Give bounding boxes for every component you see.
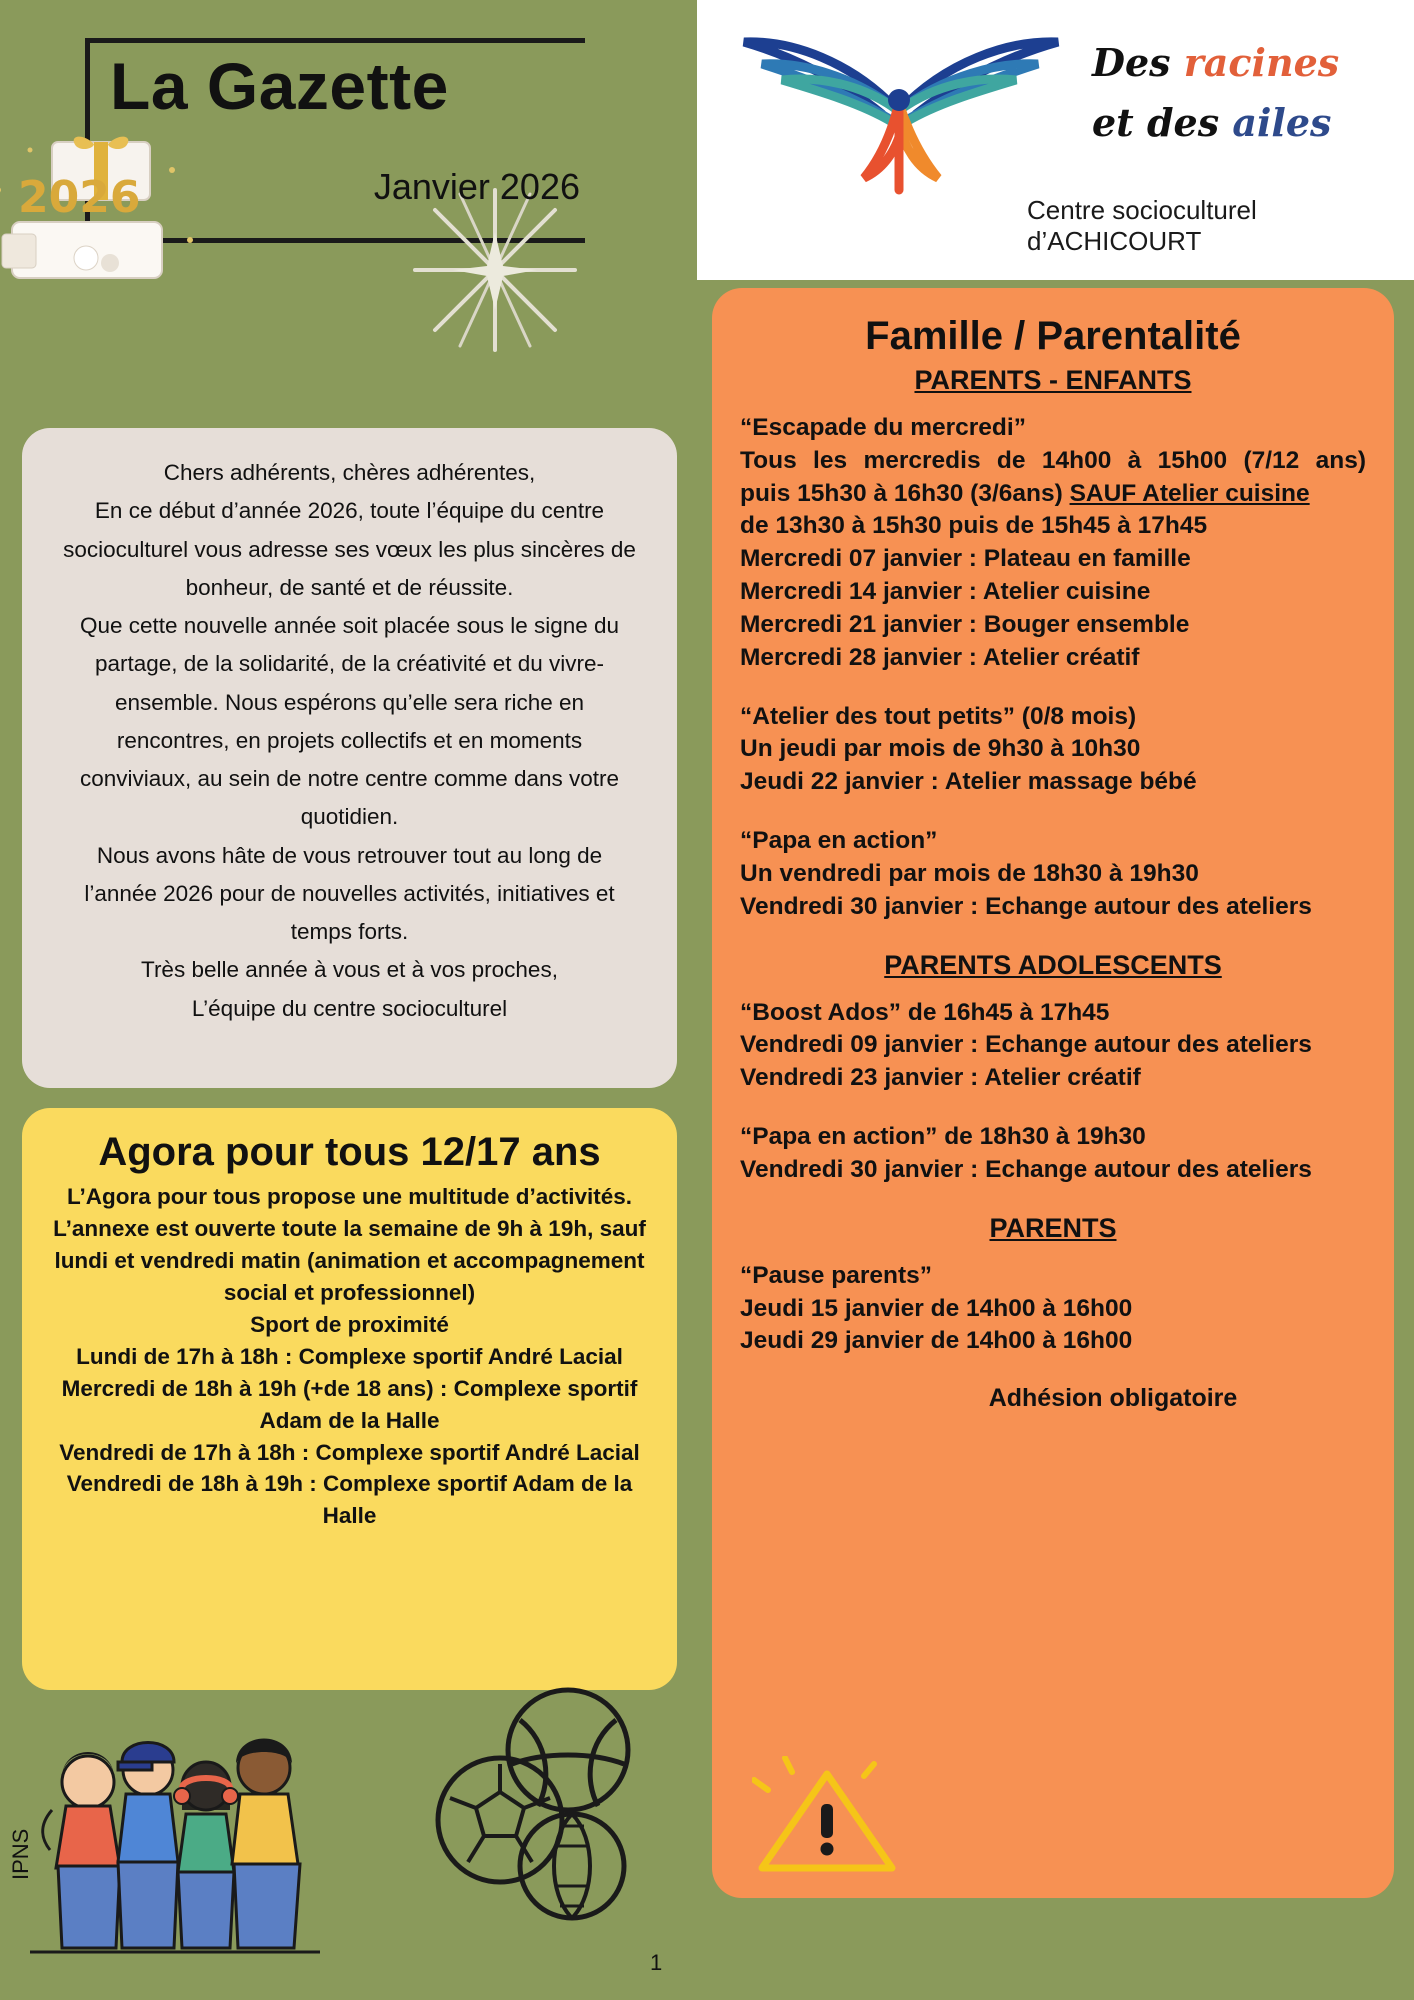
papa-action-1-line-2: Vendredi 30 janvier : Echange autour des ateliers: [740, 892, 1312, 920]
papa-action-2-line-1: Vendredi 30 janvier : Echange autour des ateliers: [740, 1155, 1312, 1183]
escapade-item: Mercredi 07 janvier : Plateau en famille: [740, 545, 1191, 573]
boost-ados-line-1: Vendredi 09 janvier : Echange autour des ateliers: [740, 1031, 1312, 1059]
letter-paragraph: Très belle année à vous et à vos proches,: [141, 957, 558, 983]
pause-parents-line-1: Jeudi 15 janvier de 14h00 à 16h00: [740, 1294, 1133, 1322]
agora-line: L’annexe est ouverte toute la semaine de 9h à 19h, sauf lundi et vendredi matin (animation et accompagnement social et professionnel): [53, 1215, 646, 1305]
letter-paragraph: En ce début d’année 2026, toute l’équipe du centre socioculturel vous adresse ses vœux les plus sincères de bonheur, de santé et de réussite.: [63, 498, 636, 600]
agora-title: Agora pour tous 12/17 ans: [98, 1130, 601, 1174]
tout-petits-line-2: Jeudi 22 janvier : Atelier massage bébé: [740, 768, 1197, 796]
block-atelier-tout-petits: [740, 701, 1366, 799]
teenagers-illustration: [30, 1690, 320, 1960]
header-left-block: [0, 0, 697, 280]
escapade-name: “Escapade du mercredi”: [740, 414, 1026, 441]
wings-logo-icon: [722, 18, 1082, 198]
letter-paragraph: L’équipe du centre socioculturel: [191, 995, 508, 1021]
logo-block: [697, 0, 1414, 280]
agora-mercredi-age: (+de 18 ans): [302, 1375, 434, 1401]
famille-parentalite-card: [712, 288, 1394, 1898]
agora-line: Vendredi de 18h à 19h : Complexe sportif Adam de la Halle: [66, 1471, 633, 1529]
escapade-line-2: [740, 478, 1366, 511]
section-head-parents-adolescents: PARENTS ADOLESCENTS: [884, 949, 1222, 980]
section-head-parents-enfants: PARENTS - ENFANTS: [914, 365, 1192, 395]
famille-title: Famille / Parentalité: [865, 314, 1241, 358]
agora-line: L’Agora pour tous propose une multitude d’activités.: [66, 1184, 633, 1209]
tout-petits-name: “Atelier des tout petits” (0/8 mois): [740, 702, 1137, 730]
escapade-line2-plain: puis 15h30 à 16h30 (3/6ans): [740, 479, 1070, 507]
escapade-line-1: Tous les mercredis de 14h00 à 15h00 (7/12 ans): [740, 446, 1366, 474]
agora-mercredi-suffix: : Complexe sportif Adam de la Halle: [259, 1375, 638, 1433]
agora-mercredi-prefix: Mercredi de 18h à 19h: [61, 1375, 303, 1401]
agora-body: [48, 1181, 651, 1532]
page-title: La Gazette: [110, 49, 449, 123]
logo-line1-racines: racines: [1183, 40, 1340, 85]
boost-ados-name: “Boost Ados” de 16h45 à 17h45: [740, 998, 1110, 1026]
tout-petits-line-1: Un jeudi par mois de 9h30 à 10h30: [740, 735, 1141, 763]
page-number: 1: [650, 1950, 663, 1975]
block-escapade-du-mercredi: [740, 412, 1366, 675]
boost-ados-line-2: Vendredi 23 janvier : Atelier créatif: [740, 1064, 1141, 1092]
new-year-gifts-decoration: [0, 130, 260, 300]
block-papa-en-action-1: [740, 825, 1366, 923]
section-head-parents: PARENTS: [989, 1212, 1117, 1243]
letter-paragraph: Que cette nouvelle année soit placée sous le signe du partage, de la solidarité, de la créativité et du vivre-ensemble. Nous espérons qu’elle sera riche en rencontres, en projets collectifs et en moments conviviaux, au sein de notre centre comme dans votre quotidien.: [79, 613, 620, 830]
ipns-label: IPNS: [8, 1828, 33, 1880]
papa-action-2-name: “Papa en action” de 18h30 à 19h30: [740, 1123, 1146, 1151]
escapade-item: Mercredi 14 janvier : Atelier cuisine: [740, 578, 1151, 606]
agora-line: Sport de proximité: [250, 1311, 449, 1337]
logo-line-2: [1092, 100, 1412, 145]
papa-action-1-line-1: Un vendredi par mois de 18h30 à 19h30: [740, 859, 1199, 887]
greeting-letter-card: [22, 428, 677, 1088]
logo-line2-etdes: et des: [1092, 100, 1233, 145]
page-subtitle: Janvier 2026: [373, 166, 580, 207]
agora-line-mercredi: [48, 1373, 651, 1437]
warning-exclamation-icon: [752, 1756, 902, 1876]
agora-card: [22, 1108, 677, 1690]
logo-line1-des: Des: [1092, 40, 1184, 85]
block-boost-ados: [740, 997, 1366, 1095]
agora-line: Vendredi de 17h à 18h : Complexe sportif André Lacial: [59, 1439, 640, 1465]
block-pause-parents: [740, 1260, 1366, 1358]
papa-action-1-name: “Papa en action”: [740, 827, 938, 855]
logo-line-1: [1092, 40, 1412, 85]
pause-parents-line-2: Jeudi 29 janvier de 14h00 à 16h00: [740, 1327, 1133, 1355]
escapade-item: Mercredi 28 janvier : Atelier créatif: [740, 643, 1140, 671]
pause-parents-name: “Pause parents”: [740, 1261, 932, 1289]
letter-paragraph: Chers adhérents, chères adhérentes,: [163, 460, 536, 485]
agora-line: Lundi de 17h à 18h : Complexe sportif André Lacial: [76, 1343, 623, 1369]
adhesion-notice: Adhésion obligatoire: [988, 1384, 1238, 1413]
logo-subtitle: Centre socioculturel d’ACHICOURT: [1027, 195, 1257, 256]
escapade-line-3: de 13h30 à 15h30 puis de 15h45 à 17h45: [740, 512, 1208, 540]
sport-balls-illustration: [420, 1680, 650, 1930]
escapade-item: Mercredi 21 janvier : Bouger ensemble: [740, 610, 1190, 638]
escapade-line2-sauf: SAUF Atelier cuisine: [1069, 479, 1310, 507]
letter-paragraph: Nous avons hâte de vous retrouver tout au long de l’année 2026 pour de nouvelles activités, initiatives et temps forts.: [84, 842, 615, 944]
block-papa-en-action-2: [740, 1121, 1366, 1187]
svg-text:2026: 2026: [18, 172, 141, 223]
logo-line2-ailes: ailes: [1232, 100, 1332, 145]
